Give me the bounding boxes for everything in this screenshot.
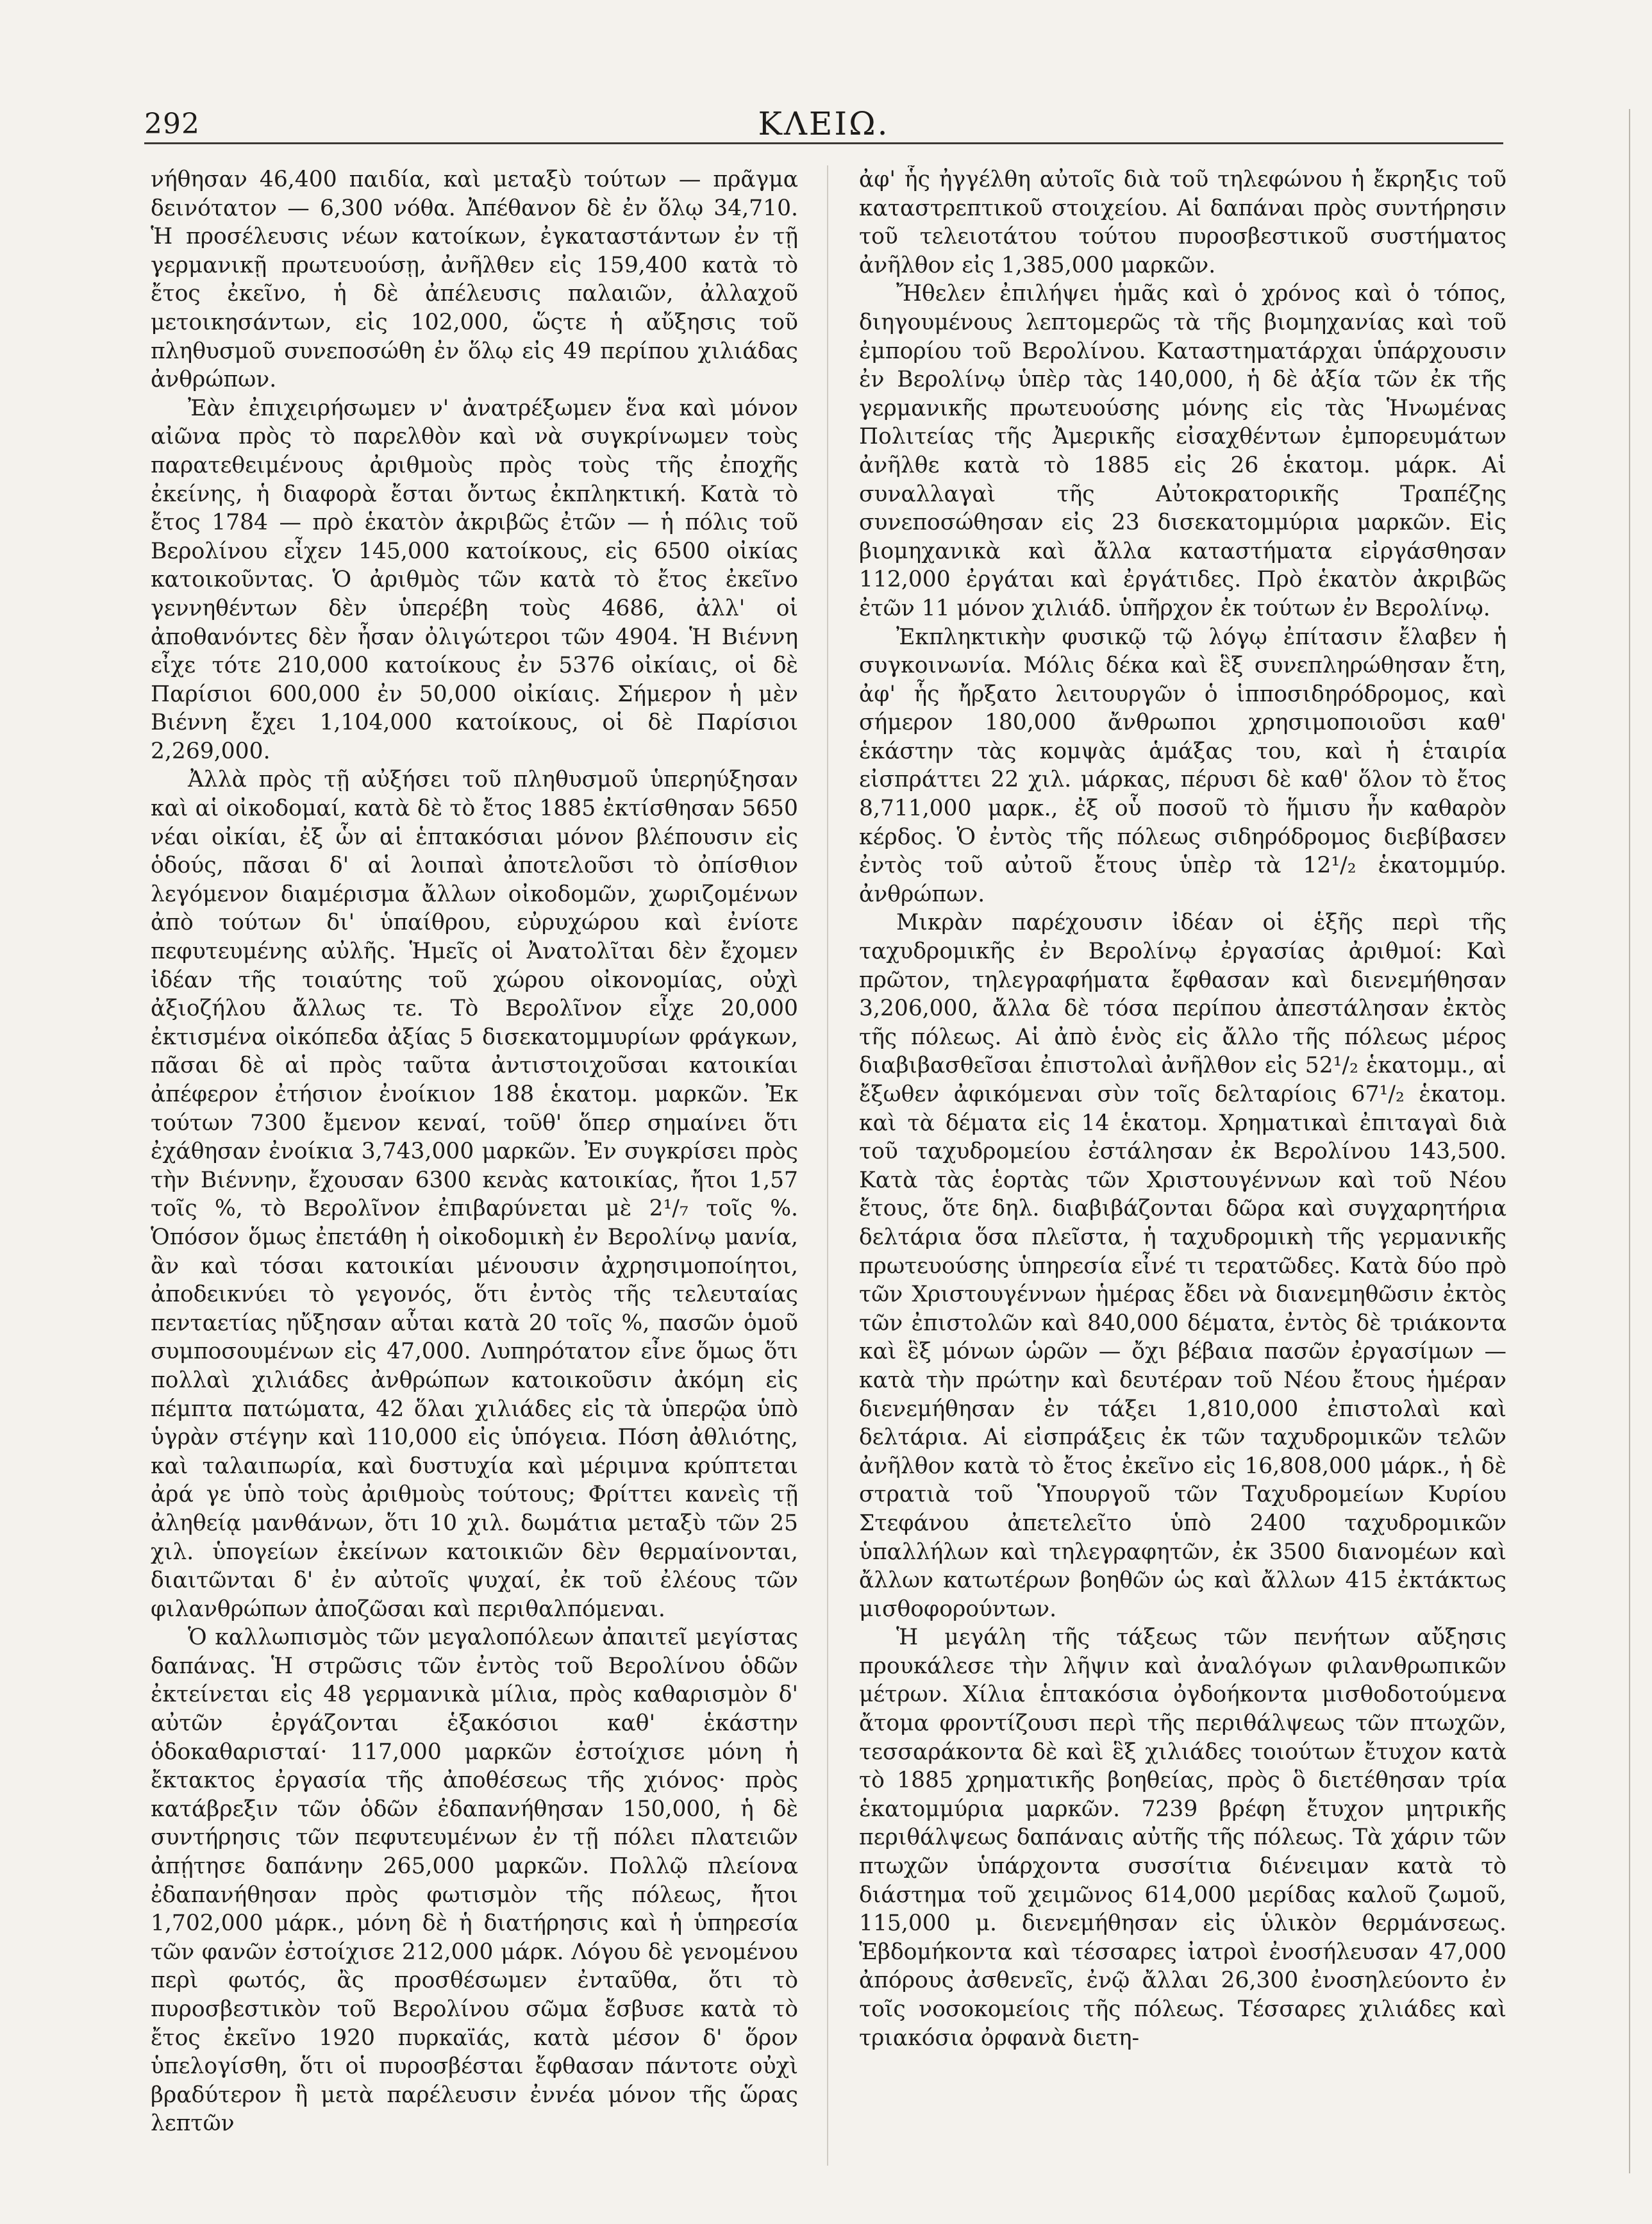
paragraph: Ἐκπληκτικὴν φυσικῷ τῷ λόγῳ ἐπίτασιν ἔλαβεν ἡ συγκοινωνία. Μόλις δέκα καὶ ἓξ συνεπληρώθησαν ἔτη, ἀφ' ἧς ἤρξατο λειτουργῶν ὁ ἱπποσιδηρόδρομος, καὶ σήμερον 180,000 ἄνθρωποι χρησιμοποιοῦσι καθ' ἑκάστην τὰς κομψὰς ἁμάξας του, καὶ ἡ ἑταιρία εἰσπράττει 22 χιλ. μάρκας, πέρυσι δὲ καθ' ὅλον τὸ ἔτος 8,711,000 μαρκ., ἐξ οὗ ποσοῦ τὸ ἥμισυ ἦν καθαρὸν κέρδος. Ὁ ἐντὸς τῆς πόλεως σιδηρόδρομος διεβίβασεν ἐντὸς τοῦ αὐτοῦ ἔτους ὑπὲρ τὰ 12¹/₂ ἑκατομμύρ. ἀνθρώπων.	[859, 624, 1506, 907]
paragraph: Ἀλλὰ πρὸς τῇ αὐξήσει τοῦ πληθυσμοῦ ὑπερηύξησαν καὶ αἱ οἰκοδομαί, κατὰ δὲ τὸ ἔτος 1885 ἐκτίσθησαν 5650 νέαι οἰκίαι, ἐξ ὧν αἱ ἑπτακόσιαι μόνον βλέπουσιν εἰς ὁδούς, πᾶσαι δ' αἱ λοιπαὶ ἀποτελοῦσι τὸ ὀπίσθιον λεγόμενον διαμέρισμα ἄλλων οἰκοδομῶν, χωριζομένων ἀπὸ τούτων δι' ὑπαίθρου, εὐρυχώρου καὶ ἐνίοτε πεφυτευμένης αὐλῆς. Ἡμεῖς οἱ Ἀνατολῖται δὲν ἔχομεν ἰδέαν τῆς τοιαύτης τοῦ χώρου οἰκονομίας, οὐχὶ ἀξιοζήλου ἄλλως τε. Τὸ Βερολῖνον εἶχε 20,000 ἐκτισμένα οἰκόπεδα ἀξίας 5 δισεκατομμυρίων φράγκων, πᾶσαι δὲ αἱ πρὸς ταῦτα ἀντιστοιχοῦσαι κατοικίαι ἀπέφερον ἐτήσιον ἐνοίκιον 188 ἑκατομ. μαρκῶν. Ἐκ τούτων 7300 ἔμενον κεναί, τοῦθ' ὅπερ σημαίνει ὅτι ἐχάθησαν ἐνοίκια 3,743,000 μαρκῶν. Ἐν συγκρίσει πρὸς τὴν Βιέννην, ἔχουσαν 6300 κενὰς κατοικίας, ἤτοι 1,57 τοῖς %, τὸ Βερολῖνον ἐπιβαρύνεται μὲ 2¹/₇ τοῖς %. Ὁπόσον ὅμως ἐπετάθη ἡ οἰκοδομικὴ ἐν Βερολίνῳ μανία, ἂν καὶ τόσαι κατοικίαι μένουσιν ἀχρησιμοποίητοι, ἀποδεικνύει τὸ γεγονός, ὅτι ἐντὸς τῆς τελευταίας πενταετίας ηὔξησαν αὗται κατὰ 20 τοῖς %, πασῶν ὁμοῦ συμποσουμένων εἰς 47,000. Λυπηρότατον εἶνε ὅμως ὅτι πολλαὶ χιλιάδες ἀνθρώπων κατοικοῦσιν ἀκόμη εἰς πέμπτα πατώματα, 42 ὅλαι χιλιάδες εἰς τὰ ὑπερῷα ὑπὸ ὑγρὰν στέγην καὶ 110,000 εἰς ὑπόγεια. Πόση ἀθλιότης, καὶ ταλαιπωρία, καὶ δυστυχία καὶ μέριμνα κρύπτεται ἀρά γε ὑπὸ τοὺς ἀριθμοὺς τούτους; Φρίττει κανεὶς τῇ ἀληθείᾳ μανθάνων, ὅτι 10 χιλ. δωμάτια μεταξὺ τῶν 25 χιλ. ὑπογείων ἐκείνων κατοικιῶν δὲν θερμαίνονται, διαιτῶνται δ' ἐν αὐτοῖς ψυχαί, ἐκ τοῦ ἐλέους τῶν φιλανθρώπων ἀποζῶσαι καὶ περιθαλπόμεναι.	[151, 767, 798, 1622]
page-edge-line	[1629, 109, 1630, 2173]
paragraph: ἀφ' ἧς ἠγγέλθη αὐτοῖς διὰ τοῦ τηλεφώνου ἡ ἔκρηξις τοῦ καταστρεπτικοῦ στοιχείου. Αἱ δαπάναι πρὸς συντήρησιν τοῦ τελειοτάτου τούτου πυροσβεστικοῦ συστήματος ἀνῆλθον εἰς 1,385,000 μαρκῶν.	[859, 167, 1506, 278]
column-divider	[827, 165, 828, 2166]
paragraph: Ἐὰν ἐπιχειρήσωμεν ν' ἀνατρέξωμεν ἕνα καὶ μόνον αἰῶνα πρὸς τὸ παρελθὸν καὶ νὰ συγκρίνωμεν τοὺς παρατεθειμένους ἀριθμοὺς πρὸς τοὺς τῆς ἐποχῆς ἐκείνης, ἡ διαφορὰ ἔσται ὄντως ἐκπληκτική. Κατὰ τὸ ἔτος 1784 — πρὸ ἑκατὸν ἀκριβῶς ἐτῶν — ἡ πόλις τοῦ Βερολίνου εἶχεν 145,000 κατοίκους, εἰς 6500 οἰκίας κατοικοῦντας. Ὁ ἀριθμὸς τῶν κατὰ τὸ ἔτος ἐκεῖνο γεννηθέντων δὲν ὑπερέβη τοὺς 4686, ἀλλ' οἱ ἀποθανόντες δὲν ἦσαν ὀλιγώτεροι τῶν 4904. Ἡ Βιέννη εἶχε τότε 210,000 κατοίκους ἐν 5376 οἰκίαις, οἱ δὲ Παρίσιοι 600,000 ἐν 50,000 οἰκίαις. Σήμερον ἡ μὲν Βιέννη ἔχει 1,104,000 κατοίκους, οἱ δὲ Παρίσιοι 2,269,000.	[151, 395, 798, 764]
paragraph: Ἤθελεν ἐπιλήψει ἡμᾶς καὶ ὁ χρόνος καὶ ὁ τόπος, διηγουμένους λεπτομερῶς τὰ τῆς βιομηχανίας καὶ τοῦ ἐμπορίου τοῦ Βερολίνου. Καταστηματάρχαι ὑπάρχουσιν ἐν Βερολίνῳ ὑπὲρ τὰς 140,000, ἡ δὲ ἀξία τῶν ἐκ τῆς γερμανικῆς πρωτευούσης μόνης εἰς τὰς Ἡνωμένας Πολιτείας τῆς Ἀμερικῆς εἰσαχθέντων ἐμπορευμάτων ἀνῆλθε κατὰ τὸ 1885 εἰς 26 ἑκατομ. μάρκ. Αἱ συναλλαγαὶ τῆς Αὐτοκρατορικῆς Τραπέζης συνεποσώθησαν εἰς 23 δισεκατομμύρια μαρκῶν. Εἰς βιομηχανικὰ καὶ ἄλλα καταστήματα εἰργάσθησαν 112,000 ἐργάται καὶ ἐργάτιδες. Πρὸ ἑκατὸν ἀκριβῶς ἐτῶν 11 μόνον χιλιάδ. ὑπῆρχον ἐκ τούτων ἐν Βερολίνῳ.	[859, 281, 1506, 621]
left-column	[151, 165, 798, 2185]
journal-title: ΚΛΕΙΩ.	[758, 105, 890, 142]
paragraph: νήθησαν 46,400 παιδία, καὶ μεταξὺ τούτων — πρᾶγμα δεινότατον — 6,300 νόθα. Ἀπέθανον δὲ ἐν ὅλῳ 34,710. Ἡ προσέλευσις νέων κατοίκων, ἐγκαταστάντων ἐν τῇ γερμανικῇ πρωτευούσῃ, ἀνῆλθεν εἰς 159,400 κατὰ τὸ ἔτος ἐκεῖνο, ἡ δὲ ἀπέλευσις παλαιῶν, ἀλλαχοῦ μετοικησάντων, εἰς 102,000, ὥςτε ἡ αὔξησις τοῦ πληθυσμοῦ συνεποσώθη ἐν ὅλῳ εἰς 49 περίπου χιλιάδας ἀνθρώπων.	[151, 167, 798, 393]
paragraph: Μικρὰν παρέχουσιν ἰδέαν οἱ ἑξῆς περὶ τῆς ταχυδρομικῆς ἐν Βερολίνῳ ἐργασίας ἀριθμοί: Καὶ πρῶτον, τηλεγραφήματα ἔφθασαν καὶ διενεμήθησαν 3,206,000, ἄλλα δὲ τόσα περίπου ἀπεστάλησαν ἐκτὸς τῆς πόλεως. Αἱ ἀπὸ ἑνὸς εἰς ἄλλο τῆς πόλεως μέρος διαβιβασθεῖσαι ἐπιστολαὶ ἀνῆλθον εἰς 52¹/₂ ἑκατομμ., αἱ ἔξωθεν ἀφικόμεναι σὺν τοῖς δελταρίοις 67¹/₂ ἑκατομ. καὶ τὰ δέματα εἰς 14 ἑκατομ. Χρηματικαὶ ἐπιταγαὶ διὰ τοῦ ταχυδρομείου ἐστάλησαν ἐκ Βερολίνου 143,500. Κατὰ τὰς ἑορτὰς τῶν Χριστουγέννων καὶ τοῦ Νέου ἔτους, ὅτε δηλ. διαβιβάζονται δῶρα καὶ συγχαρητήρια δελτάρια ὅσα πλεῖστα, ἡ ταχυδρομικὴ τῆς γερμανικῆς πρωτευούσης ὑπηρεσία εἶνέ τι τερατῶδες. Κατὰ δύο πρὸ τῶν Χριστουγέννων ἡμέρας ἔδει νὰ διανεμηθῶσιν ἐκτὸς τῶν ἐπιστολῶν καὶ 840,000 δέματα, ἐντὸς δὲ τριάκοντα καὶ ἓξ μόνων ὡρῶν — ὄχι βέβαια πασῶν ἐργασίμων — κατὰ τὴν πρώτην καὶ δευτέραν τοῦ Νέου ἔτους ἡμέραν διενεμήθησαν ἐν τάξει 1,810,000 ἐπιστολαὶ καὶ δελτάρια. Αἱ εἰσπράξεις ἐκ τῶν ταχυδρομικῶν τελῶν ἀνῆλθον κατὰ τὸ ἔτος ἐκεῖνο εἰς 16,808,000 μάρκ., ἡ δὲ στρατιὰ τοῦ Ὑπουργοῦ τῶν Ταχυδρομείων Κυρίου Στεφάνου ἀπετελεῖτο ὑπὸ 2400 ταχυδρομικῶν ὑπαλλήλων καὶ τηλεγραφητῶν, ἐκ 3500 διανομέων καὶ ἄλλων κατωτέρων βοηθῶν ὡς καὶ ἄλλων 415 ἐκτάκτως μισθοφορούντων.	[859, 910, 1506, 1622]
page-number: 292	[144, 108, 200, 140]
header-rule	[144, 142, 1503, 144]
running-head	[144, 96, 1503, 141]
right-column	[859, 165, 1506, 2185]
paragraph: Ὁ καλλωπισμὸς τῶν μεγαλοπόλεων ἀπαιτεῖ μεγίστας δαπάνας. Ἡ στρῶσις τῶν ἐντὸς τοῦ Βερολίνου ὁδῶν ἐκτείνεται εἰς 48 γερμανικὰ μίλια, πρὸς καθαρισμὸν δ' αὐτῶν ἐργάζονται ἑξακόσιοι καθ' ἑκάστην ὁδοκαθαρισταί· 117,000 μαρκῶν ἐστοίχισε μόνη ἡ ἔκτακτος ἐργασία τῆς ἀποθέσεως τῆς χιόνος· πρὸς κατάβρεξιν τῶν ὁδῶν ἐδαπανήθησαν 150,000, ἡ δὲ συντήρησις τῶν πεφυτευμένων ἐν τῇ πόλει πλατειῶν ἀπῄτησε δαπάνην 265,000 μαρκῶν. Πολλῷ πλείονα ἐδαπανήθησαν πρὸς φωτισμὸν τῆς πόλεως, ἤτοι 1,702,000 μάρκ., μόνη δὲ ἡ διατήρησις καὶ ἡ ὑπηρεσία τῶν φανῶν ἐστοίχισε 212,000 μάρκ. Λόγου δὲ γενομένου περὶ φωτός, ἂς προσθέσωμεν ἐνταῦθα, ὅτι τὸ πυροσβεστικὸν τοῦ Βερολίνου σῶμα ἔσβυσε κατὰ τὸ ἔτος ἐκεῖνο 1920 πυρκαϊάς, κατὰ μέσον δ' ὅρον ὑπελογίσθη, ὅτι οἱ πυροσβέσται ἔφθασαν πάντοτε οὐχὶ βραδύτερον ἢ μετὰ παρέλευσιν ἐννέα μόνον τῆς ὥρας λεπτῶν	[151, 1625, 798, 2137]
paragraph: Ἡ μεγάλη τῆς τάξεως τῶν πενήτων αὔξησις προυκάλεσε τὴν λῆψιν καὶ ἀναλόγων φιλανθρωπικῶν μέτρων. Χίλια ἑπτακόσια ὀγδοήκοντα μισθοδοτούμενα ἄτομα φροντίζουσι περὶ τῆς περιθάλψεως τῶν πτωχῶν, τεσσαράκοντα δὲ καὶ ἓξ χιλιάδες τοιούτων ἔτυχον κατὰ τὸ 1885 χρηματικῆς βοηθείας, πρὸς ὃ διετέθησαν τρία ἑκατομμύρια μαρκῶν. 7239 βρέφη ἔτυχον μητρικῆς περιθάλψεως δαπάναις αὐτῆς τῆς πόλεως. Τὰ χάριν τῶν πτωχῶν ὑπάρχοντα συσσίτια διένειμαν κατὰ τὸ διάστημα τοῦ χειμῶνος 614,000 μερίδας καλοῦ ζωμοῦ, 115,000 μ. διενεμήθησαν εἰς ὑλικὸν θερμάνσεως. Ἑβδομήκοντα καὶ τέσσαρες ἰατροὶ ἐνοσήλευσαν 47,000 ἀπόρους ἀσθενεῖς, ἐνῷ ἄλλαι 26,300 ἐνοσηλεύοντο ἐν τοῖς νοσοκομείοις τῆς πόλεως. Τέσσαρες χιλιάδες καὶ τριακόσια ὀρφανὰ διετη-	[859, 1625, 1506, 2051]
